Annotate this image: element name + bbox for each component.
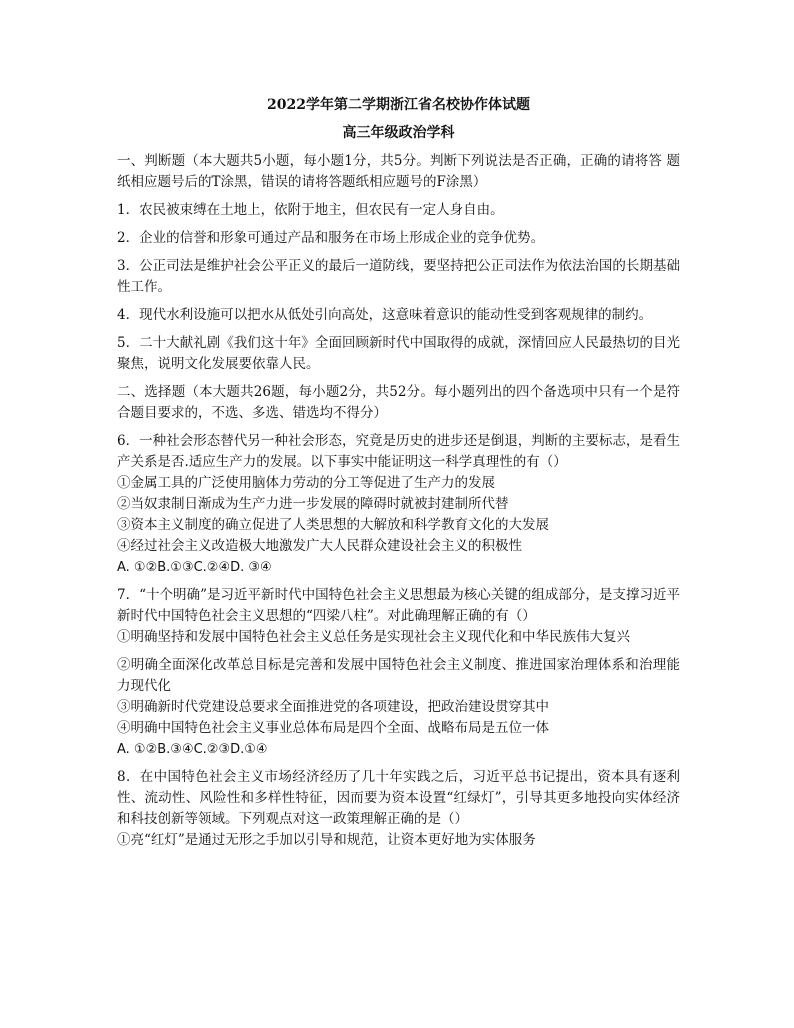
judgment-item-5: 5．二十大献礼剧《我们这十年》全面回顾新时代中国取得的成就，深情回应人民最热切的目光聚焦，说明文化发展要依靠人民。 [117, 335, 680, 372]
question-6-option-4: ④经过社会主义改造极大地激发广大人民群众建设社会主义的积极性 [117, 538, 522, 554]
question-7-option-2: ②明确全面深化改革总目标是完善和发展中国特色社会主义制度、推进国家治理体系和治理能力现代化 [117, 657, 680, 694]
question-7-choices: A. ①②B.③④C.②③D.①④ [117, 742, 268, 757]
question-7-stem: 7．“十个明确”是习近平新时代中国特色社会主义思想最为核心关键的组成部分，是支撑习近平新时代中国特色社会主义思想的“四梁八柱”。对此确理解正确的有（） [117, 587, 680, 624]
question-7-option-1: ①明确坚持和发展中国特色社会主义总任务是实现社会主义现代化和中华民族伟大复兴 [117, 629, 630, 645]
judgment-item-1: 1．农民被束缚在土地上，依附于地主，但农民有一定人身自由。 [117, 202, 504, 218]
question-6-stem: 6．一种社会形态替代另一种社会形态，究竟是历史的进步还是倒退，判断的主要标志，是看生产关系是否.适应生产力的发展。以下事实中能证明这一科学真理性的有（） [117, 433, 680, 470]
section2-instructions: 二、选择题（本大题共26题，每小题2分，共52分。每小题列出的四个备选项中只有一个是符合题目要求的，不选、多选、错选均不得分） [117, 384, 680, 421]
question-6-option-2: ②当奴隶制日渐成为生产力进一步发展的障碍时就被封建制所代替 [117, 496, 509, 512]
judgment-item-2: 2．企业的信誉和形象可通过产品和服务在市场上形成企业的竞争优势。 [117, 230, 545, 246]
question-7-option-4: ④明确中国特色社会主义事业总体布局是四个全面、战略布局是五位一体 [117, 720, 549, 736]
question-6-option-1: ①金属工具的广泛使用脑体力劳动的分工等促进了生产力的发展 [117, 475, 495, 491]
question-6-choices: A. ①②B.①③C.②④D. ③④ [117, 560, 272, 575]
judgment-item-3: 3．公正司法是维护社会公平正义的最后一道防线，要坚持把公正司法作为依法治国的长期基础性工作。 [117, 258, 680, 295]
question-8-stem: 8．在中国特色社会主义市场经济经历了几十年实践之后，习近平总书记提出，资本具有逐利性、流动性、风险性和多样性特征，因而要为资本设置“红绿灯”，引导其更多地投向实体经济和科技创新等领域。下列观点对这一政策理解正确的是（） [117, 769, 680, 827]
exam-title: 2022学年第二学期浙江省名校协作体试题 [267, 97, 530, 113]
question-8-option-1: ①亮“红灯”是通过无形之手加以引导和规范，让资本更好地为实体服务 [117, 832, 536, 848]
exam-subtitle: 高三年级政治学科 [342, 125, 455, 141]
question-6-option-3: ③资本主义制度的确立促进了人类思想的大解放和科学教育文化的大发展 [117, 517, 549, 533]
section1-instructions: 一、判断题（本大题共5小题，每小题1分，共5分。判断下列说法是否正确，正确的请将答 题纸相应题号后的T涂黑，错误的请将答题纸相应题号的F涂黑） [117, 153, 680, 190]
question-7-option-3: ③明确新时代党建设总要求全面推进党的各项建设，把政治建设贯穿其中 [117, 699, 549, 715]
judgment-item-4: 4．现代水利设施可以把水从低处引向高处，这意味着意识的能动性受到客观规律的制约。 [117, 307, 653, 323]
